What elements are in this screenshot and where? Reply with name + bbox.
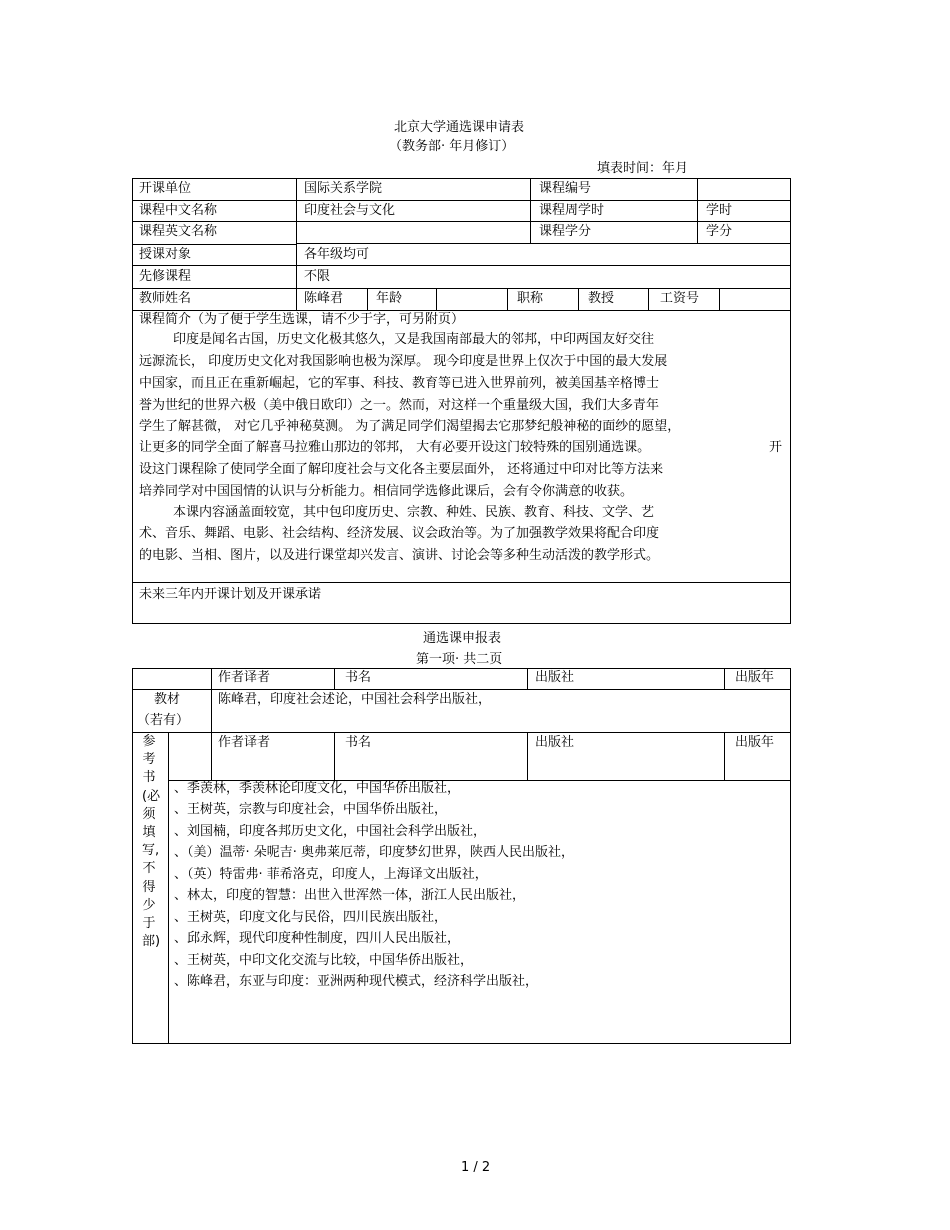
page-subtitle: （教务部· 年月修订） [389,139,515,154]
teacher-label: 教师姓名 [139,291,192,306]
job-title-label: 职称 [517,291,544,306]
unit-value: 国际关系学院 [304,181,383,196]
age-label: 年龄 [376,291,403,306]
form2-title: 通选课申报表 [423,631,502,646]
textbook-label: 教材 [154,692,181,707]
reference-item: 、王树英，宗教与印度社会，中国华侨出版社， [174,802,448,817]
reference-item: 、陈峰君，东亚与印度：亚洲两种现代模式，经济科学出版社， [174,974,539,989]
reference-item: 、王树英，中印文化交流与比较，中国华侨出版社， [174,953,474,968]
intro-line: 培养同学对中国国情的认识与分析能力。相信同学选修此课后，会有令你满意的收获。 [139,484,634,499]
target-label: 授课对象 [139,247,192,262]
reference-item: 、季羡林，季羡林论印度文化，中国华侨出版社， [174,781,461,796]
col-year: 出版年 [735,670,775,685]
col-author: 作者译者 [218,670,271,685]
intro-line: 学生了解甚微， 对它几乎神秘莫测。 为了满足同学们渴望揭去它那梦纪般神秘的面纱的愿望， [139,419,681,434]
intro-line: 的电影、当相、图片，以及进行课堂却兴发言、演讲、讨论会等多种生动活泼的教学形式。 [139,548,660,563]
ref-col-publisher: 出版社 [535,735,575,750]
plan-label: 未来三年内开课计划及开课承诺 [139,587,322,602]
salary-label: 工资号 [660,291,700,306]
intro-line: 远源流长， 印度历史文化对我国影响也极为深厚。 现今印度是世界上仅次于中国的最大发展 [139,354,668,369]
textbook-label-optional: （若有） [137,713,190,728]
reference-item: 、林太，印度的智慧：出世入世浑然一体，浙江人民出版社， [174,888,526,903]
job-title-value: 教授 [588,291,615,306]
intro-line: 中国家，而且正在重新崛起，它的军事、科技、教育等已进入世界前列，被美国基辛格博士 [139,376,660,391]
credit-label: 课程学分 [539,224,592,239]
intro-line: 设这门课程除了使同学全面了解印度社会与文化各主要层面外， 还将通过中印对比等方法来 [139,462,664,477]
reference-item: 、刘国楠，印度各邦历史文化，中国社会科学出版社， [174,824,487,839]
intro-line: 誉为世纪的世界六极（美中俄日欧印）之一。然而，对这样一个重量级大国，我们大多青年 [139,398,660,413]
cn-name-label: 课程中文名称 [139,203,218,218]
col-book: 书名 [345,670,372,685]
course-code-label: 课程编号 [539,181,592,196]
reference-item: 、王树英，印度文化与民俗，四川民族出版社， [174,910,448,925]
cn-name-value: 印度社会与文化 [304,203,396,218]
credit-unit: 学分 [706,224,733,239]
prereq-value: 不限 [304,269,331,284]
intro-line: 术、音乐、舞蹈、电影、社会结构、经济发展、议会政治等。为了加强教学效果将配合印度 [139,526,660,541]
en-name-label: 课程英文名称 [139,224,218,239]
unit-label: 开课单位 [139,181,192,196]
textbook-value: 陈峰君，印度社会述论，中国社会科学出版社， [218,692,492,707]
ref-col-year: 出版年 [735,735,775,750]
intro-line: 让更多的同学全面了解喜马拉雅山那边的邻邦， 大有必要开设这门较特殊的国别通选课。 [139,440,651,455]
intro-line: 印度是闻名古国，历史文化极其悠久，又是我国南部最大的邻邦，中印两国友好交往 [173,332,655,347]
reference-item: 、（英）特雷弗· 菲希洛克，印度人，上海译文出版社， [174,867,488,882]
page-title: 北京大学通选课申请表 [394,120,525,135]
reference-item: 、（美）温蒂· 朵呢吉· 奥弗莱厄蒂，印度梦幻世界，陕西人民出版社， [174,845,575,860]
reference-books-label: 参考书(必须填写,不得少于部) [142,734,161,950]
intro-trailing-char: 开 [769,440,783,455]
page-number: 1 / 2 [461,1160,491,1175]
fill-time: 填表时间：年月 [597,161,689,176]
weekly-hours-label: 课程周学时 [539,203,605,218]
intro-heading: 课程简介（为了便于学生选课，请不少于字，可另附页） [139,312,465,327]
reference-item: 、邱永辉，现代印度种性制度，四川人民出版社， [174,931,461,946]
teacher-value: 陈峰君 [304,291,344,306]
prereq-label: 先修课程 [139,269,192,284]
intro-line: 本课内容涵盖面较宽，其中包印度历史、宗教、种姓、民族、教育、科技、文学、艺 [173,505,655,520]
weekly-hours-unit: 学时 [706,203,733,218]
ref-col-book: 书名 [345,735,372,750]
col-publisher: 出版社 [535,670,575,685]
target-value: 各年级均可 [304,247,370,262]
form2-page-info: 第一项· 共二页 [416,652,503,667]
ref-col-author: 作者译者 [218,735,271,750]
